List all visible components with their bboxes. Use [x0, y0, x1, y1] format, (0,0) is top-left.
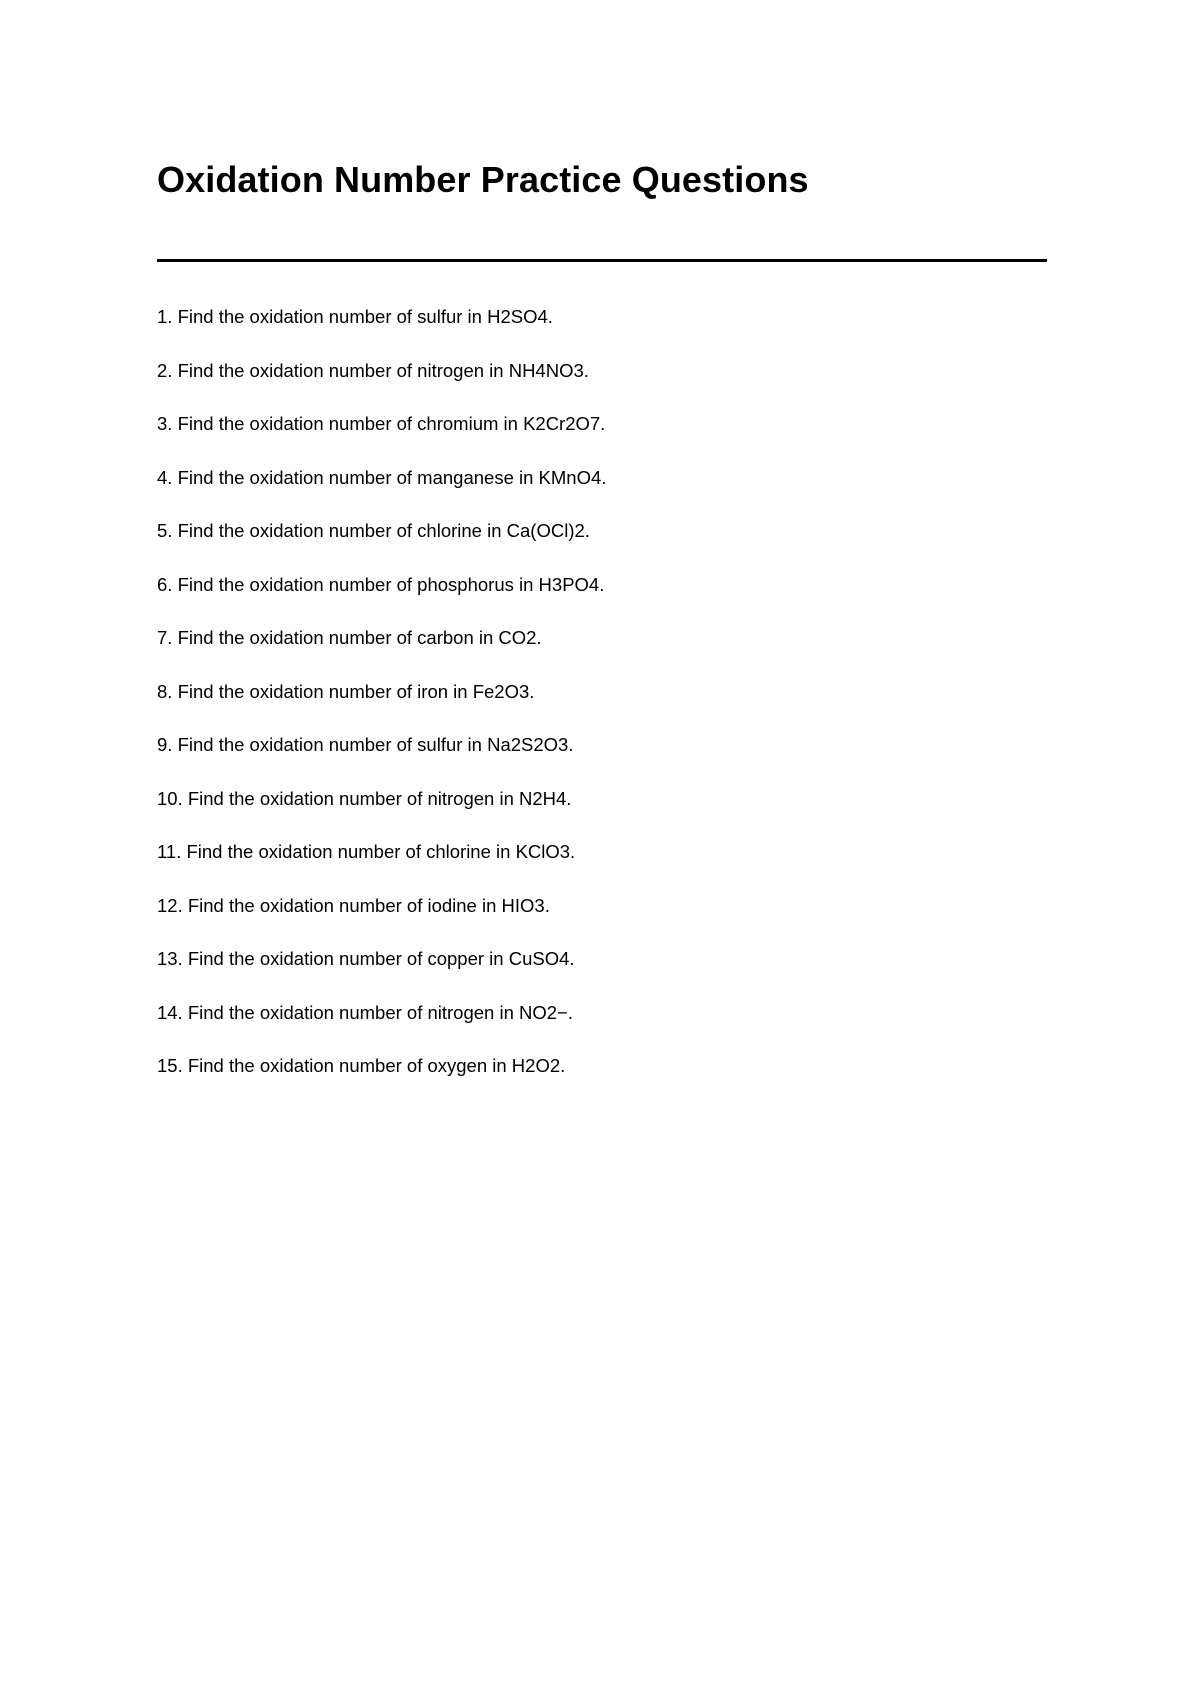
question-item: 11. Find the oxidation number of chlorine in KClO3. [157, 841, 576, 862]
question-item: 13. Find the oxidation number of copper in CuSO4. [157, 948, 575, 969]
question-item: 1. Find the oxidation number of sulfur in H2SO4. [157, 306, 553, 327]
question-item: 2. Find the oxidation number of nitrogen in NH4NO3. [157, 359, 589, 381]
title-divider [157, 259, 1047, 262]
question-item: 7. Find the oxidation number of carbon in CO2. [157, 627, 542, 648]
question-item: 15. Find the oxidation number of oxygen in H2O2. [157, 1055, 566, 1076]
question-item: 14. Find the oxidation number of nitrogen in NO2−. [157, 1001, 573, 1023]
question-item: 9. Find the oxidation number of sulfur in Na2S2O3. [157, 734, 574, 755]
question-item: 10. Find the oxidation number of nitrogen in N2H4. [157, 787, 572, 809]
question-list [157, 306, 606, 1109]
question-item: 12. Find the oxidation number of iodine in HIO3. [157, 894, 550, 916]
question-item: 4. Find the oxidation number of manganese in KMnO4. [157, 466, 607, 488]
question-item: 6. Find the oxidation number of phosphorus in H3PO4. [157, 573, 605, 595]
question-item: 3. Find the oxidation number of chromium in K2Cr2O7. [157, 413, 606, 434]
question-item: 5. Find the oxidation number of chlorine in Ca(OCl)2. [157, 520, 590, 541]
page-title: Oxidation Number Practice Questions [157, 159, 809, 200]
question-item: 8. Find the oxidation number of iron in Fe2O3. [157, 680, 535, 702]
